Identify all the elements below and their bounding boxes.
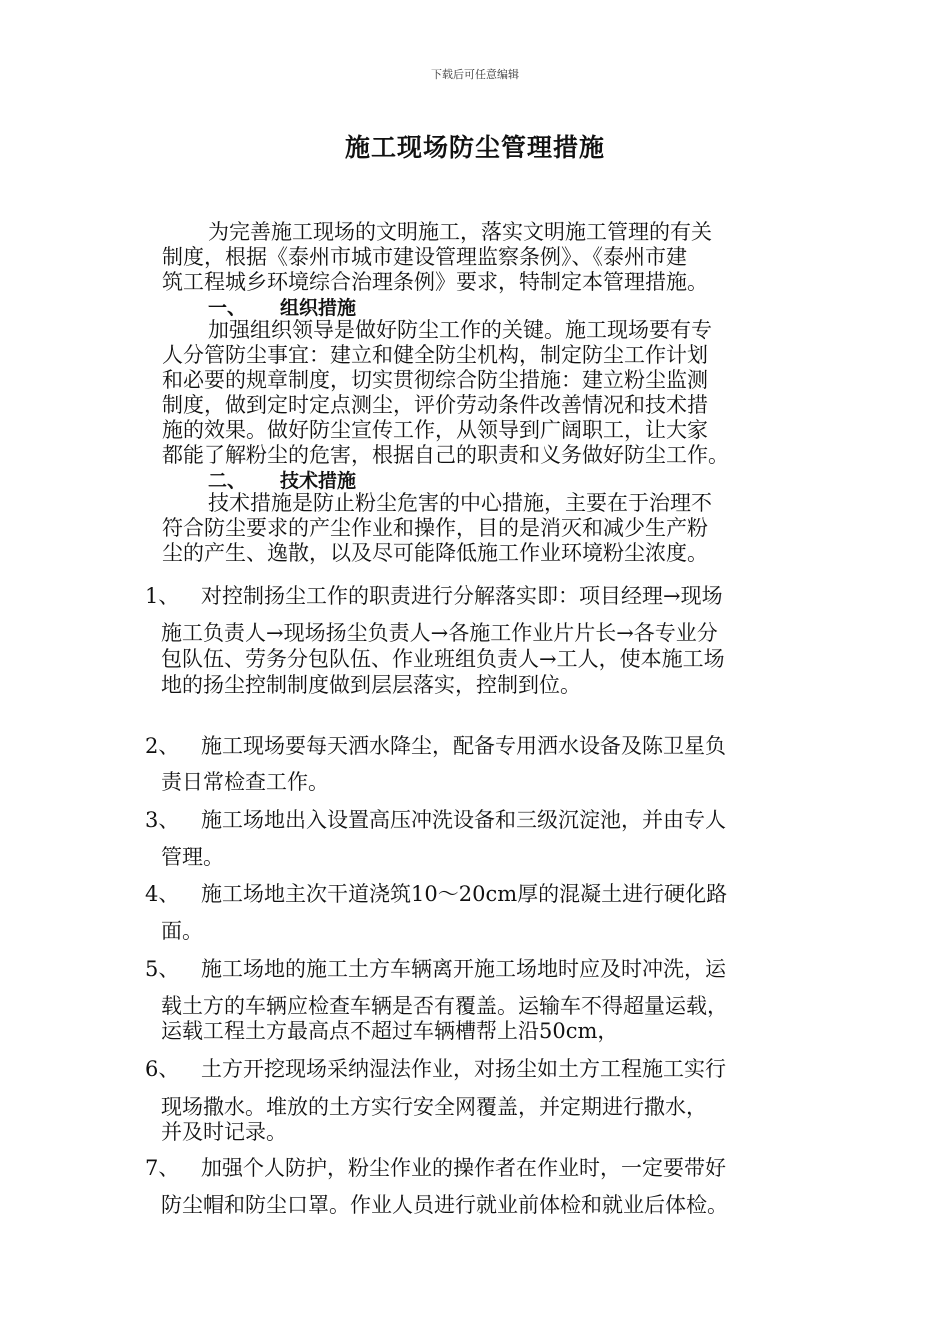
section-title: 技术措施 xyxy=(280,470,357,492)
intro-line: 筑工程城乡环境综合治理条例》要求，特制定本管理措施。 xyxy=(162,270,708,294)
paragraph-line: 都能了解粉尘的危害，根据自己的职责和义务做好防尘工作。 xyxy=(162,443,729,467)
item-line: 载土方的车辆应检查车辆是否有覆盖。运输车不得超量运载， xyxy=(161,994,728,1018)
document-title: 施工现场防尘管理措施 xyxy=(344,133,605,162)
item-line: 并及时记录。 xyxy=(161,1120,287,1144)
section-paragraph-technical xyxy=(162,491,802,566)
paragraph-line: 尘的产生、逸散，以及尽可能降低施工作业环境粉尘浓度。 xyxy=(162,541,708,565)
item-first-line: 施工场地主次干道浇筑10～20cm厚的混凝土进行硬化路 xyxy=(201,882,728,906)
item-line: 管理。 xyxy=(161,845,224,869)
paragraph-line: 技术措施是防止粉尘危害的中心措施，主要在于治理不 xyxy=(208,491,712,515)
item-line: 包队伍、劳务分包队伍、作业班组负责人→工人，使本施工场 xyxy=(161,647,725,671)
item-line: 地的扬尘控制制度做到层层落实，控制到位。 xyxy=(161,673,581,697)
item-line: 现场撒水。堆放的土方实行安全网覆盖，并定期进行撒水， xyxy=(161,1095,707,1119)
item-number: 7、 xyxy=(145,1156,180,1180)
item-line: 施工负责人→现场扬尘负责人→各施工作业片片长→各专业分 xyxy=(161,621,718,645)
paragraph-line: 人分管防尘事宜：建立和健全防尘机构，制定防尘工作计划 xyxy=(162,343,708,367)
section-title: 组织措施 xyxy=(280,297,357,319)
item-number: 3、 xyxy=(145,808,180,832)
section-heading-organization xyxy=(208,293,356,320)
page-header: 下载后可任意编辑 xyxy=(431,68,519,81)
paragraph-line: 施的效果。做好防尘宣传工作，从领导到广阔职工，让大家 xyxy=(162,418,708,442)
item-number: 2、 xyxy=(145,734,180,758)
item-first-line: 加强个人防护，粉尘作业的操作者在作业时，一定要带好 xyxy=(201,1156,726,1180)
intro-paragraph xyxy=(162,220,802,295)
section-paragraph-organization xyxy=(162,318,802,468)
section-heading-technical xyxy=(208,466,356,493)
item-first-line: 土方开挖现场采纳湿法作业，对扬尘如土方工程施工实行 xyxy=(201,1057,726,1081)
item-number: 1、 xyxy=(145,584,180,608)
intro-line: 制度，根据《泰州市城市建设管理监察条例》、《泰州市建 xyxy=(162,245,687,269)
item-number: 5、 xyxy=(145,957,180,981)
paragraph-line: 制度，做到定时定点测尘，评价劳动条件改善情况和技术措 xyxy=(162,393,708,417)
item-line: 防尘帽和防尘口罩。作业人员进行就业前体检和就业后体检。 xyxy=(161,1193,728,1217)
item-first-line: 施工场地出入设置高压冲洗设备和三级沉淀池，并由专人 xyxy=(201,808,726,832)
item-number: 4、 xyxy=(145,882,180,906)
item-first-line: 对控制扬尘工作的职责进行分解落实即：项目经理→现场 xyxy=(201,584,723,608)
paragraph-line: 符合防尘要求的产尘作业和操作，目的是消灭和减少生产粉 xyxy=(162,516,708,540)
item-first-line: 施工现场要每天洒水降尘，配备专用洒水设备及陈卫星负 xyxy=(201,734,726,758)
intro-line: 为完善施工现场的文明施工，落实文明施工管理的有关 xyxy=(208,220,712,244)
item-number: 6、 xyxy=(145,1057,180,1081)
item-first-line: 施工场地的施工土方车辆离开施工场地时应及时冲洗，运 xyxy=(201,957,726,981)
item-line: 面。 xyxy=(161,919,203,943)
section-number: 一、 xyxy=(208,297,247,319)
item-line: 运载工程土方最高点不超过车辆槽帮上沿50cm， xyxy=(161,1019,619,1043)
section-number: 二、 xyxy=(208,470,247,492)
paragraph-line: 和必要的规章制度，切实贯彻综合防尘措施：建立粉尘监测 xyxy=(162,368,708,392)
item-line: 责日常检查工作。 xyxy=(161,770,329,794)
paragraph-line: 加强组织领导是做好防尘工作的关键。施工现场要有专 xyxy=(208,318,712,342)
